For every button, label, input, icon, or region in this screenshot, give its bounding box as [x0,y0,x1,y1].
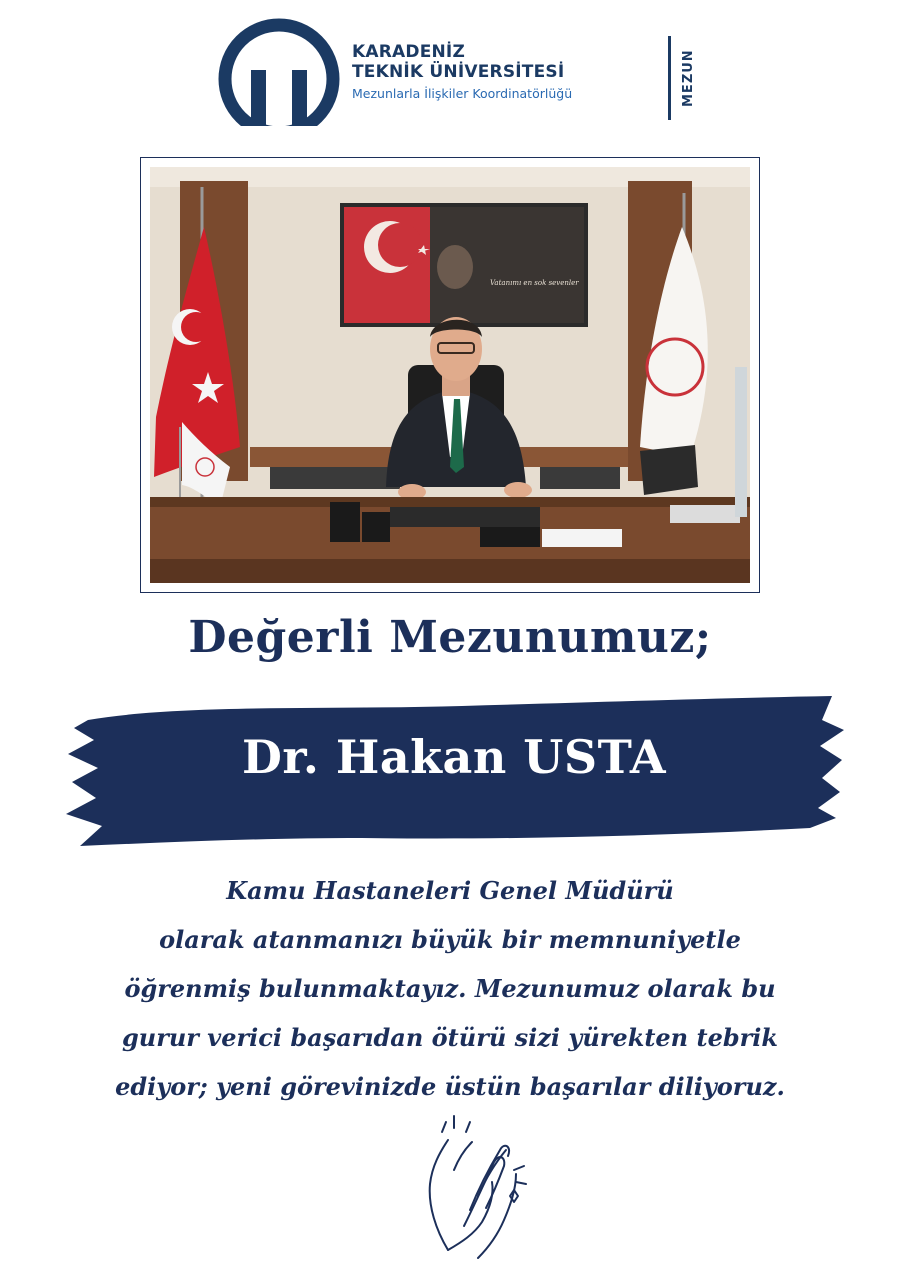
message-line: ediyor; yeni görevinizde üstün başarılar diliyoruz. [115,1072,785,1101]
clapping-hands-icon [418,1110,528,1260]
message-line: Kamu Hastaneleri Genel Müdürü [226,876,674,905]
university-logo-header [218,18,718,140]
logo-university-name-line1: KARADENİZ [352,42,465,62]
congratulation-message [60,866,840,1111]
logo-vertical-label: MEZUN [681,49,696,107]
greeting-heading: Değerli Mezunumuz; [188,612,712,663]
logo-university-name-line2: TEKNİK ÜNİVERSİTESİ [352,62,565,82]
logo-department-name: Mezunlarla İlişkiler Koordinatörlüğü [352,86,573,101]
office-scene-illustration [150,167,750,583]
honoree-name: Dr. Hakan USTA [241,730,667,784]
ktu-logo-icon [218,18,340,140]
logo-divider [668,36,671,120]
message-line: öğrenmiş bulunmaktayız. Mezunumuz olarak bu [124,974,776,1003]
logo-text [352,42,662,104]
portrait-photo [150,167,750,583]
photo-frame [140,157,760,593]
svg-text:Vatanımı en sok sevenler: Vatanımı en sok sevenler [490,279,579,287]
message-line: gurur verici başarıdan ötürü sizi yürekten tebrik [121,1023,779,1052]
message-line: olarak atanmanızı büyük bir memnuniyetle [159,925,741,954]
